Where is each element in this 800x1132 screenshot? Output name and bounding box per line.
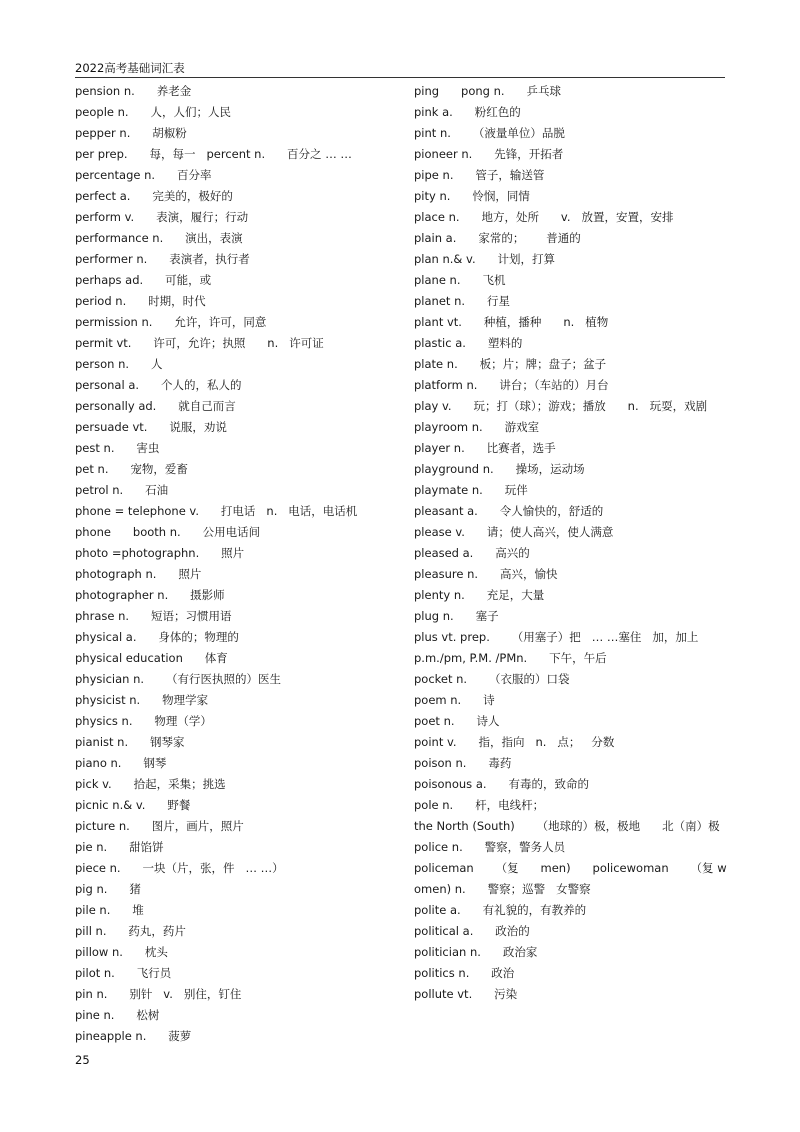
vocab-entry: physical a. 身体的；物理的 (75, 630, 239, 644)
vocab-entry: pity n. 怜悯，同情 (414, 189, 530, 203)
vocab-entry: phone = telephone v. 打电话 n. 电话，电话机 (75, 504, 358, 518)
vocab-entry: pill n. 药丸，药片 (75, 924, 186, 938)
vocab-entry: pocket n. （衣服的）口袋 (414, 672, 570, 686)
vocab-entry: perhaps ad. 可能，或 (75, 273, 212, 287)
vocab-entry: physical education 体育 (75, 651, 228, 665)
vocab-entry: pineapple n. 菠萝 (75, 1029, 192, 1043)
vocab-entry: photograph n. 照片 (75, 567, 202, 581)
vocab-entry: p.m./pm, P.M. /PMn. 下午，午后 (414, 651, 607, 665)
vocab-entry: piece n. 一块（片，张，件 … …） (75, 861, 284, 875)
vocab-entry: plain a. 家常的； 普通的 (414, 231, 581, 245)
vocab-entry: permit vt. 许可，允许；执照 n. 许可证 (75, 336, 324, 350)
vocab-entry: plastic a. 塑料的 (414, 336, 523, 350)
vocab-entry: playground n. 操场，运动场 (414, 462, 585, 476)
vocab-entry: plate n. 板；片；牌；盘子；盆子 (414, 357, 607, 371)
vocab-entry: pie n. 甜馅饼 (75, 840, 164, 854)
left-column (75, 81, 405, 1047)
vocab-entry: point v. 指，指向 n. 点； 分数 (414, 735, 615, 749)
header-divider (75, 77, 725, 78)
vocab-entry: plenty n. 充足，大量 (414, 588, 545, 602)
vocab-entry: pleasant a. 令人愉快的，舒适的 (414, 504, 604, 518)
vocab-entry: permission n. 允许，许可，同意 (75, 315, 267, 329)
vocab-entry: perfect a. 完美的，极好的 (75, 189, 233, 203)
vocab-entry: pilot n. 飞行员 (75, 966, 172, 980)
vocab-entry: pine n. 松树 (75, 1008, 160, 1022)
vocab-entry: please v. 请；使人高兴，使人满意 (414, 525, 614, 539)
vocab-entry: poem n. 诗 (414, 693, 495, 707)
page-header: 2022高考基础词汇表 (75, 61, 185, 75)
vocab-entry: pig n. 猪 (75, 882, 141, 896)
vocab-entry: perform v. 表演，履行；行动 (75, 210, 249, 224)
vocab-entry: physics n. 物理（学） (75, 714, 212, 728)
vocab-entry: player n. 比赛者，选手 (414, 441, 556, 455)
vocab-entry: pet n. 宠物，爱畜 (75, 462, 188, 476)
vocab-entry: poisonous a. 有毒的，致命的 (414, 777, 589, 791)
vocab-entry: police n. 警察，警务人员 (414, 840, 566, 854)
vocab-entry: pension n. 养老金 (75, 84, 192, 98)
vocab-entry: per prep. 每，每一 percent n. 百分之 … … (75, 147, 352, 161)
right-column (414, 81, 730, 1005)
vocab-entry: the North (South) （地球的）极，极地 北（南）极 (414, 819, 720, 833)
vocab-entry: picnic n.& v. 野餐 (75, 798, 191, 812)
vocab-entry: politics n. 政治 (414, 966, 515, 980)
vocab-entry: person n. 人 (75, 357, 163, 371)
vocab-entry: plant vt. 种植，播种 n. 植物 (414, 315, 609, 329)
vocab-entry: period n. 时期，时代 (75, 294, 206, 308)
vocab-entry: pipe n. 管子，输送管 (414, 168, 545, 182)
vocab-entry: physicist n. 物理学家 (75, 693, 209, 707)
vocab-entry: pint n. （液量单位）品脱 (414, 126, 565, 140)
vocab-entry: plane n. 飞机 (414, 273, 506, 287)
vocab-entry: plug n. 塞子 (414, 609, 499, 623)
vocab-entry: pollute vt. 污染 (414, 987, 518, 1001)
vocab-entry: pin n. 别针 v. 别住，钉住 (75, 987, 242, 1001)
vocab-entry: pillow n. 枕头 (75, 945, 168, 959)
vocab-entry: planet n. 行星 (414, 294, 510, 308)
vocab-entry: platform n. 讲台；（车站的）月台 (414, 378, 609, 392)
vocab-entry: people n. 人，人们；人民 (75, 105, 232, 119)
vocab-entry: pile n. 堆 (75, 903, 144, 917)
vocab-entry: personally ad. 就自己而言 (75, 399, 236, 413)
vocab-entry: pianist n. 钢琴家 (75, 735, 185, 749)
vocab-entry: poison n. 毒药 (414, 756, 512, 770)
vocab-entry: photo =photographn. 照片 (75, 546, 245, 560)
vocab-entry: political a. 政治的 (414, 924, 530, 938)
vocab-entry: pioneer n. 先锋，开拓者 (414, 147, 564, 161)
vocab-entry: personal a. 个人的，私人的 (75, 378, 242, 392)
vocab-entry: phrase n. 短语；习惯用语 (75, 609, 232, 623)
page-number: 25 (75, 1053, 90, 1067)
vocab-entry: pleasure n. 高兴，愉快 (414, 567, 558, 581)
vocab-entry: pest n. 害虫 (75, 441, 160, 455)
vocab-entry: pepper n. 胡椒粉 (75, 126, 187, 140)
vocab-entry: phone booth n. 公用电话间 (75, 525, 261, 539)
vocab-entry: playroom n. 游戏室 (414, 420, 540, 434)
vocab-entry: photographer n. 摄影师 (75, 588, 225, 602)
vocab-entry: performance n. 演出，表演 (75, 231, 243, 245)
vocab-entry: place n. 地方，处所 v. 放置，安置，安排 (414, 210, 674, 224)
vocab-entry: plus vt. prep. （用塞子）把 … …塞住 加，加上 (414, 630, 699, 644)
vocab-entry: poet n. 诗人 (414, 714, 500, 728)
vocab-entry: piano n. 钢琴 (75, 756, 167, 770)
vocab-entry: pleased a. 高兴的 (414, 546, 530, 560)
vocab-entry: pink a. 粉红色的 (414, 105, 521, 119)
vocab-entry: performer n. 表演者，执行者 (75, 252, 250, 266)
vocab-entry: plan n.& v. 计划，打算 (414, 252, 556, 266)
vocab-entry: petrol n. 石油 (75, 483, 169, 497)
vocab-entry: persuade vt. 说服，劝说 (75, 420, 227, 434)
vocab-entry: picture n. 图片，画片，照片 (75, 819, 244, 833)
vocab-entry: polite a. 有礼貌的，有教养的 (414, 903, 587, 917)
vocab-entry: pole n. 杆，电线杆； (414, 798, 545, 812)
vocab-entry: playmate n. 玩伴 (414, 483, 528, 497)
vocab-entry: pick v. 拾起，采集；挑选 (75, 777, 226, 791)
vocab-entry: policeman （复 men) policewoman （复 women) n. 警察；巡警 女警察 (414, 861, 727, 896)
vocab-entry: percentage n. 百分率 (75, 168, 212, 182)
vocab-entry: physician n. （有行医执照的）医生 (75, 672, 281, 686)
vocab-entry: play v. 玩；打（球）；游戏；播放 n. 玩耍，戏剧 (414, 399, 708, 413)
vocab-entry: ping pong n. 乒乓球 (414, 84, 561, 98)
vocab-entry: politician n. 政治家 (414, 945, 538, 959)
